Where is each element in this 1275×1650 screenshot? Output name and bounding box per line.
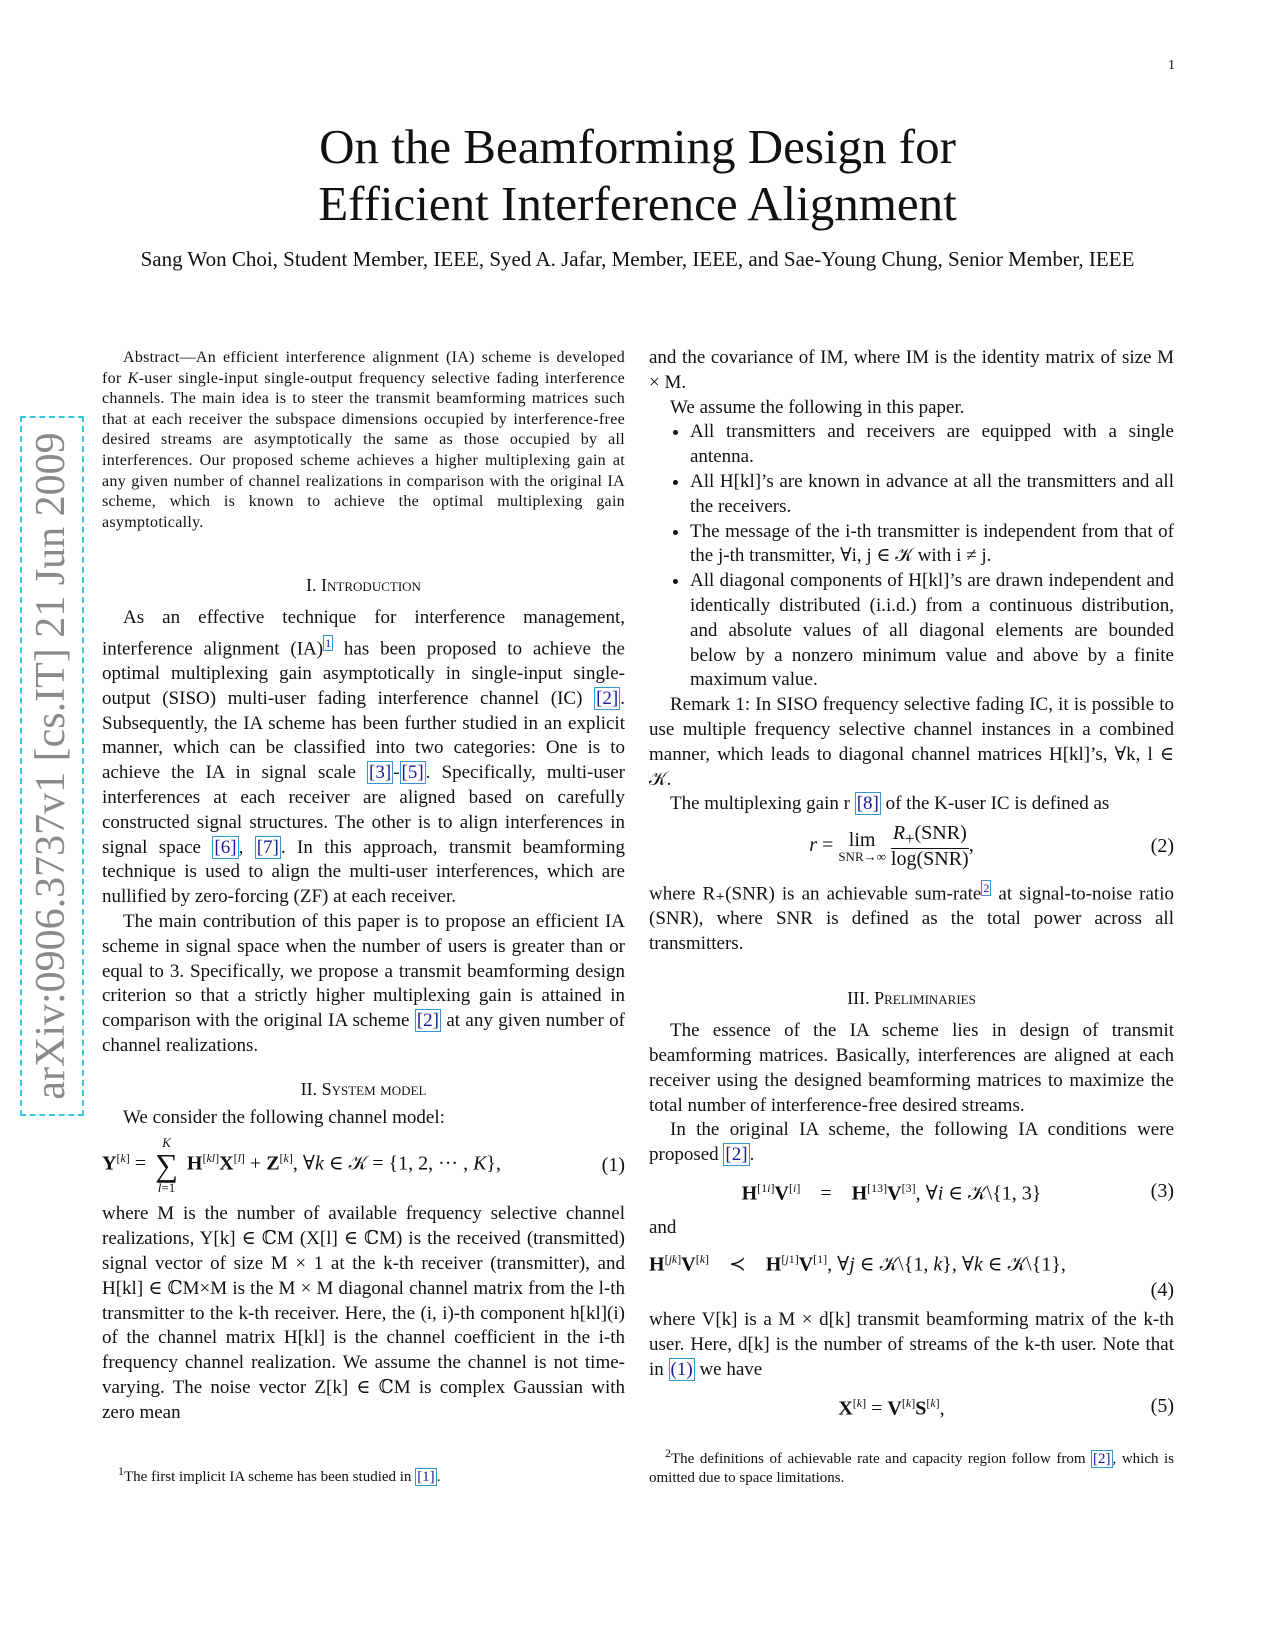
equation-1: Y[k] = K ∑ l=1 H[kl]X[l] + Z[k], ∀k ∈ 𝒦 = {1, 2, ··· , K}, (1) [102,1135,625,1196]
citation-3[interactable]: [3] [369,762,392,784]
intro-paragraph-1: As an effective technique for interference management, interference alignment (IA) $^1$ has been proposed to achieve the optimal multiplexing gain asymptotically in single-input single-output (SISO) multi-user fading interference channel (IC) [2] . Subsequently, the IA scheme has been further studied in an explicit manner, which can be classified into two categories: One is to achieve the IA in signal scale [3] - [5] . Specifically, multi-user interferences at each receiver are aligned based on carefully constructed signal structures. The other is to align interferences in signal space [6] , [7] . In this approach, transmit beamforming technique is used to align the multi-user interferences, which are nullified by zero-forcing (ZF) at each receiver. [102,607,625,908]
citation-8[interactable]: [8] [856,793,879,815]
equation-2-number: (2) [1150,834,1174,857]
assumption-item: • All H[kl]’s are known in advance at all the transmitters and all the receivers. [690,470,1174,520]
equation-4-number: (4) [1150,1278,1174,1301]
beamforming-paragraph: where V[k] is a M × d[k] transmit beamforming matrix of the k-th user. Here, d[k] is the number of streams of the k-th user. Note that in (1) we have [649,1309,1174,1381]
footnote-link-2[interactable]: 2 [983,880,990,895]
citation-7[interactable]: [7] [256,836,279,858]
title-line-1: On the Beamforming Design for [319,119,956,174]
sum-rate-paragraph: where R₊(SNR) is an achievable sum-rate $^2$ at signal-to-noise ratio (SNR), where SNR is defined as the total power across all transmitters. [649,880,1174,954]
title-line-2: Efficient Interference Alignment [318,176,957,231]
section-heading-introduction: I. Introduction [306,575,421,596]
abstract: Abstract—An efficient interference alignment (IA) scheme is developed for K-user single-input single-output frequency selective fading interference channels. The main idea is to steer the transmit beamforming matrices such that at each receiver the subspace dimensions occupied by interference-free desired streams are asymptotically the same as those occupied by all interferences. Our proposed scheme achieves a higher multiplexing gain at any given number of channel realizations in comparison with the original IA scheme, which is known to achieve the optimal multiplexing gain asymptotically. [102,349,626,531]
prelim-paragraph-1: The essence of the IA scheme lies in design of transmit beamforming matrices. Basically, interferences are aligned at each receiver using the designed beamforming matrices to maximize the total number of interference-free desired streams. [649,1020,1174,1116]
citation-2[interactable]: [2] [596,687,619,709]
section-heading-preliminaries: III. Preliminaries [847,988,976,1009]
left-column [102,348,625,1426]
assumption-list [649,420,1174,693]
author-list: Sang Won Choi, Student Member, IEEE, Syed A. Jafar, Member, IEEE, and Sae-Young Chung, Senior Member, IEEE [140,247,1135,271]
remark-1: Remark 1: In SISO frequency selective fading IC, it is possible to use multiple frequency selective channel instances in a combined manner, which leads to diagonal channel matrices H[kl]’s, ∀k, l ∈ 𝒦. [649,694,1174,790]
citation-2c[interactable]: [2] [725,1144,748,1166]
equation-3: H[1i]V[i] = H[13]V[3], ∀i ∈ 𝒦\{1, 3} (3) [741,1179,1174,1205]
paper-title [0,118,1275,232]
system-paragraph-2: where M is the number of available frequency selective channel realizations, Y[k] ∈ ℂM (X[l] ∈ ℂM) is the received (transmitted) signal vector of size M × 1 at the k-th receiver (transmitter), and H[kl] ∈ ℂM×M is the M × M diagonal channel matrix from the l-th transmitter to the k-th receiver. Here, the (i, i)-th component h[kl](i) of the channel matrix H[kl] is the channel coefficient in the i-th frequency channel realization. We assume the channel is not time-varying. The noise vector Z[k] ∈ ℂM is complex Gaussian with zero mean [102,1203,625,1423]
equation-1-link[interactable]: (1) [670,1359,693,1381]
assumption-item: • The message of the i-th transmitter is independent from that of the j-th transmitter, ∀i, j ∈ 𝒦 with i ≠ j. [690,520,1174,570]
citation-6[interactable]: [6] [214,836,237,858]
equation-5: X[k] = V[k]S[k], (5) [838,1394,1174,1420]
and-text: and [649,1217,677,1239]
footnote-2-citation[interactable]: [2] [1093,1451,1111,1467]
right-column [649,346,1174,1421]
equation-5-number: (5) [1150,1394,1174,1417]
abstract-label: Abstract— [123,349,196,366]
footnote-2: $^2$The definitions of achievable rate and capacity region follow from [2] , which is omitted due to space limitations. [649,1446,1174,1486]
assumptions-intro: We assume the following in this paper. [670,396,965,418]
equation-2: r = lim SNR→∞ $\frac{R_+(SNR)}{\text{log(SNR)}}$ , (2) [809,822,1174,870]
system-paragraph-1: We consider the following channel model: [123,1106,445,1128]
equation-3-number: (3) [1150,1179,1174,1202]
intro-paragraph-2: The main contribution of this paper is to propose an efficient IA scheme in signal space when the number of users is greater than or equal to 3. Specifically, we propose a transmit beamforming design criterion so that a strictly higher multiplexing gain is attained in comparison with the original IA scheme [2] at any given number of channel realizations. [102,911,625,1057]
multiplexing-gain-paragraph: The multiplexing gain r [8] of the K-user IC is defined as [670,793,1110,815]
assumption-item: • All transmitters and receivers are equipped with a single antenna. [690,420,1174,470]
footnote-1-citation[interactable]: [1] [417,1469,435,1485]
assumption-item: • All diagonal components of H[kl]’s are drawn independent and identically distributed (i.i.d.) from a continuous distribution, and absolute values of all diagonal elements are bounded below by a nonzero minimum value and above by a finite maximum value. [690,569,1174,693]
citation-2b[interactable]: [2] [416,1010,439,1032]
prelim-paragraph-2: In the original IA scheme, the following IA conditions were proposed [2] . [649,1119,1174,1166]
arxiv-stamp[interactable]: arXiv:0906.3737v1 [cs.IT] 21 Jun 2009 [20,416,84,1116]
covariance-paragraph: and the covariance of IM, where IM is the identity matrix of size M × M. [649,347,1174,393]
section-heading-system-model: II. System model [300,1078,427,1099]
footnote-1: $^1$The first implicit IA scheme has been studied in [1] . [118,1464,441,1485]
equation-4: H[jk]V[k] ≺ H[j1]V[1], ∀j ∈ 𝒦\{1, k}, ∀k ∈ 𝒦\{1}, (4) [649,1252,1174,1301]
footnote-link-1[interactable]: 1 [325,635,332,650]
equation-1-number: (1) [601,1154,625,1176]
page-number: 1 [1168,58,1175,73]
citation-5[interactable]: [5] [401,762,424,784]
